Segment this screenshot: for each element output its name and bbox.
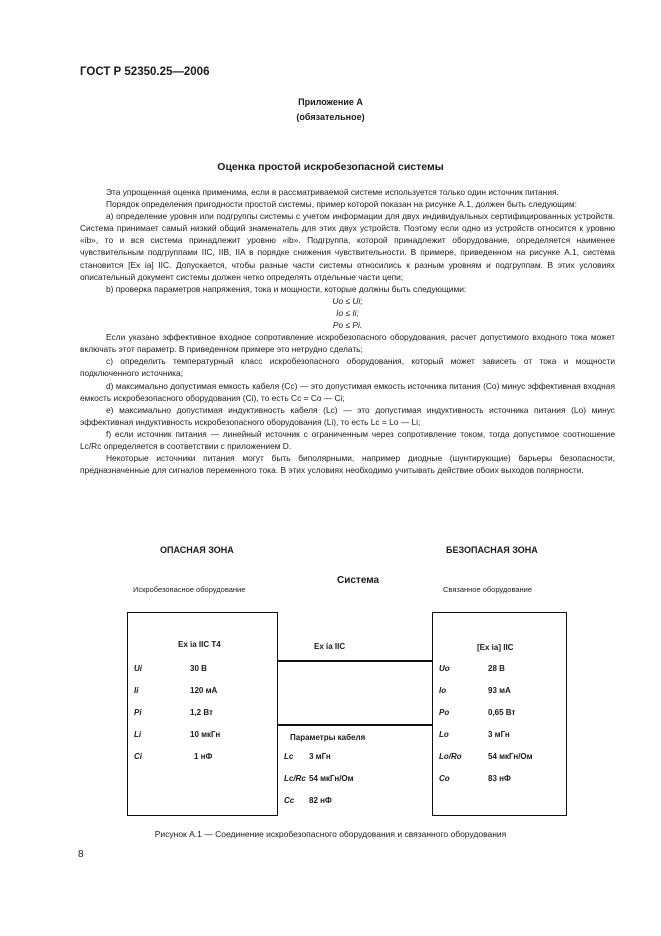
- associated-equipment-label: Связанное оборудование: [443, 585, 533, 594]
- left-param-row: [134, 708, 142, 717]
- right-param-row: [439, 708, 449, 717]
- param-value: 54 мкГн/Ом: [488, 752, 533, 761]
- param-value: 1,2 Вт: [190, 708, 213, 717]
- right-param-row: [439, 774, 450, 783]
- paragraph: b) проверка параметров напряжения, тока и мощности, которые должны быть следующими:: [106, 283, 467, 294]
- param-key: Uo: [439, 664, 450, 673]
- cable-param-key: [284, 774, 306, 783]
- param-value: 93 мА: [488, 686, 511, 695]
- hazardous-zone-label: ОПАСНАЯ ЗОНА: [160, 545, 234, 555]
- param-key: Lc: [284, 752, 294, 761]
- right-param-row: [439, 664, 450, 673]
- paragraph: Эта упрощенная оценка применима, если в рассматриваемой системе используется только один источник питания.: [106, 187, 559, 197]
- formula: Po ≤ Pi.: [332, 320, 363, 331]
- safe-zone-label: БЕЗОПАСНАЯ ЗОНА: [446, 545, 538, 555]
- paragraph: d) максимально допустимая емкость кабеля (Cc) — это допустимая емкость источника питания (Co) минус эффективная входная емкость искробезопасного оборудования (Ci), то есть Cc = Co — Ci;: [80, 380, 615, 403]
- paragraph: e) максимально допустимая индуктивность кабеля (Lc) — это допустимая индуктивность источника питания (Lo) минус эффективная индуктивность искробезопасного оборудования (Li), то есть Lc = Lo — Li;: [80, 404, 615, 427]
- param-value: 28 В: [488, 664, 505, 673]
- param-value: 30 В: [190, 664, 207, 673]
- param-value: 3 мГн: [309, 752, 331, 761]
- param-value: 3 мГн: [488, 730, 510, 739]
- connection-line-top: [276, 660, 433, 662]
- paragraph: Порядок определения пригодности простой системы, пример которой показан на рисунке А.1, должен быть следующим:: [106, 199, 577, 210]
- paragraph: c) определить температурный класс искробезопасного оборудования, который может зависеть от тока и мощности подключенного источника;: [80, 356, 615, 379]
- right-param-row: [439, 730, 449, 739]
- paragraph: Если указано эффективное входное сопротивление искробезопасного оборудования, расчет допустимого входного тока может включать этот параметр. В приведенном примере это нетрудно сделать;: [80, 332, 615, 355]
- left-param-row: [134, 664, 142, 673]
- param-key: Lo: [439, 730, 449, 739]
- connection-line-bottom: [276, 724, 433, 726]
- body-text: [80, 186, 615, 476]
- param-value: 10 мкГн: [190, 730, 221, 739]
- param-value: 120 мА: [190, 686, 218, 695]
- param-key: Co: [439, 774, 450, 783]
- cable-param-key: [284, 796, 294, 805]
- param-value: 83 нФ: [488, 774, 511, 783]
- appendix-subtitle: (обязательное): [296, 112, 365, 122]
- param-value: 54 мкГн/Ом: [309, 774, 354, 783]
- param-key: Po: [439, 708, 450, 717]
- param-key: Li: [134, 730, 142, 739]
- param-key: Ii: [134, 686, 139, 695]
- paragraph: Некоторые источники питания могут быть биполярными, например диодные (шунтирующие) барьеры безопасности, предназначенные для сигналов переменного тока. В этих условиях необходимо учитывать действие обоих выходов полярности.: [80, 453, 615, 476]
- param-value: 1 нФ: [194, 752, 213, 761]
- appendix-title: Приложение А: [298, 97, 363, 107]
- system-classification: Ex ia IIC: [314, 642, 346, 651]
- right-box-title: [Ex ia] IIC: [477, 643, 514, 652]
- right-param-row: [439, 686, 446, 695]
- formula: Uo ≤ Ui;: [332, 295, 363, 306]
- cable-param-key: [284, 752, 293, 761]
- figure-caption: Рисунок А.1 — Соединение искробезопасного оборудования и связанного оборудования: [154, 829, 507, 839]
- param-key: Cc: [284, 796, 295, 805]
- document-header: ГОСТ Р 52350.25—2006: [80, 66, 210, 78]
- page-number: 8: [78, 849, 84, 860]
- left-param-row: [134, 686, 138, 695]
- paragraph: f) если источник питания — линейный источник с ограниченным через сопротивление током, тогда допустимое соотношение Lc/Rc определяется в соответствии с приложением D.: [80, 428, 615, 451]
- section-title: Оценка простой искробезопасной системы: [217, 161, 444, 173]
- param-key: Ui: [134, 664, 142, 673]
- param-key: Pi: [134, 708, 142, 717]
- left-box-title: Ex ia IIC T4: [178, 640, 221, 649]
- paragraph: a) определение уровня или подгруппы системы с учетом информации для двух индивидуальных сертифицированных устройств. Система принимает самый низкий общий знаменатель для этих двух устройств. Поэтому если одно из устройств относится к уровню «ib», то и вся система принадлежит уровню «ib». Подгруппа, которой принадлежит оборудование, определяется наименее чувствительным подгруппами IIC, IIB, IIA в порядке снижения чувствительности. В примере, приведенном на рисунке А.1, система становится [Ex ia] IIC. Допускается, чтобы разные части системы относились к разным уровням и подгруппам. В этих условиях описательный документ системы должен четко определять отдельные части цепи;: [80, 211, 615, 282]
- param-value: 0,65 Вт: [488, 708, 516, 717]
- intrinsically-safe-equipment-label: Искробезопасное оборудование: [133, 585, 246, 594]
- param-key: Lc/Rc: [284, 774, 306, 783]
- param-value: 82 нФ: [309, 796, 332, 805]
- left-param-row: [134, 730, 141, 739]
- left-param-row: [134, 752, 142, 761]
- param-key: Lo/Ro: [439, 752, 462, 761]
- param-key: Io: [439, 686, 447, 695]
- appendix-heading: [0, 95, 661, 125]
- system-label: Система: [337, 575, 380, 586]
- right-param-row: [439, 752, 462, 761]
- cable-params-title: Параметры кабеля: [290, 733, 366, 742]
- formula: Io ≤ Ii;: [336, 307, 359, 318]
- param-key: Ci: [134, 752, 142, 761]
